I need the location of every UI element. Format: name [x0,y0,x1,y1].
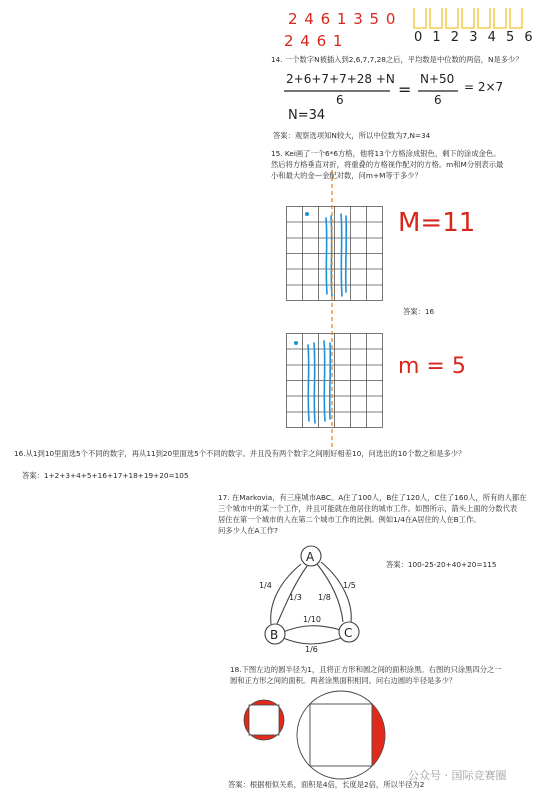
q15-line2: 然后将方格垂直对折，将重叠的方格视作配对的方格。m和M分别表示最 [271,160,504,169]
city-a-label: A [306,550,315,564]
q14-work-denominator: 6 [336,93,344,107]
q16-question: 16.从1到10里面选5个不同的数字，再从11到20里面选5个不同的数字。并且没有两个数字之间刚好相差10，问选出的10个数之和是多少？ [14,449,466,458]
q15-min-label: m = 5 [398,354,466,379]
edge-label-c-b: 1/6 [305,645,318,654]
city-b-label: B [270,628,279,642]
q15-line3: 小和最大的金—金配对数，问m+M等于多少？ [271,171,422,180]
q18-line1: 18.下图左边的圆半径为1，且将正方形和圆之间的面积涂黑。右图的只涂黑四分之一 [230,665,502,674]
city-c-label: C [344,626,353,640]
watermark: 公众号 · 国际竞赛圈 [408,769,507,782]
q14-equals: = [398,80,412,99]
q17-line4: 问多少人在A工作? [218,526,278,535]
q17-line2: 三个城市中的某一个工作，并且可能就在他居住的城市工作。如图所示，箭头上面的分数代表 [218,504,518,513]
q18-right-figure [294,688,388,782]
scratch-row1: 2 4 6 1 3 5 0 [288,10,397,28]
q17-line3: 居住在第一个城市的人在第二个城市工作的比例。例如1/4在A居住的人在B工作。 [218,515,481,524]
q17-city-diagram [255,544,375,656]
scratch-digits: 0 1 2 3 4 5 6 [414,30,536,45]
q14-right: = 2×7 [464,80,504,94]
q16-answer: 答案：1+2+3+4+5+16+17+18+19+20=105 [22,471,189,480]
q18-left-figure [241,697,287,743]
scratch-row2: 2 4 6 1 [284,32,344,50]
edge-label-a-b: 1/4 [259,581,272,590]
q14-work-numerator: 2+6+7+7+28 +N [286,72,395,86]
q14-result: N=34 [288,108,326,123]
q17-line1: 17. 在Markovia，有三座城市ABC。A住了100人，B住了120人，C住了160人，所有的人都在 [218,493,527,502]
q17-answer: 答案：100-25-20+40+20=115 [386,560,497,569]
q18-line2: 圆和正方形之间的面积。两者涂黑面积相同。问右边圆的半径是多少？ [230,676,457,685]
q14-mid-numerator: N+50 [420,72,455,86]
q14-answer: 答案：观察选项知N较大，所以中位数为7,N=34 [273,131,431,140]
q15-fold-line [322,170,342,450]
q14-mid-denominator: 6 [434,93,442,107]
q15-line1: 15. Kei画了一个6*6方格，他将13个方格涂成银色，剩下的涂成金色。 [271,149,501,158]
q14-question: 14. 一个数字N被插入到2,6,7,7,28之后，平均数是中位数的两倍，N是多少？ [271,55,523,64]
edge-label-b-a: 1/3 [289,593,302,602]
q15-max-label: M=11 [398,208,476,238]
yellow-boxes [412,6,524,32]
edge-label-b-c: 1/10 [303,615,321,624]
q18-answer: 答案：根据相似关系，面积是4倍，长度是2倍，所以半径为2 [228,780,425,789]
edge-label-a-c: 1/5 [343,581,356,590]
edge-label-c-a: 1/8 [318,593,331,602]
q15-answer: 答案：16 [403,307,435,316]
